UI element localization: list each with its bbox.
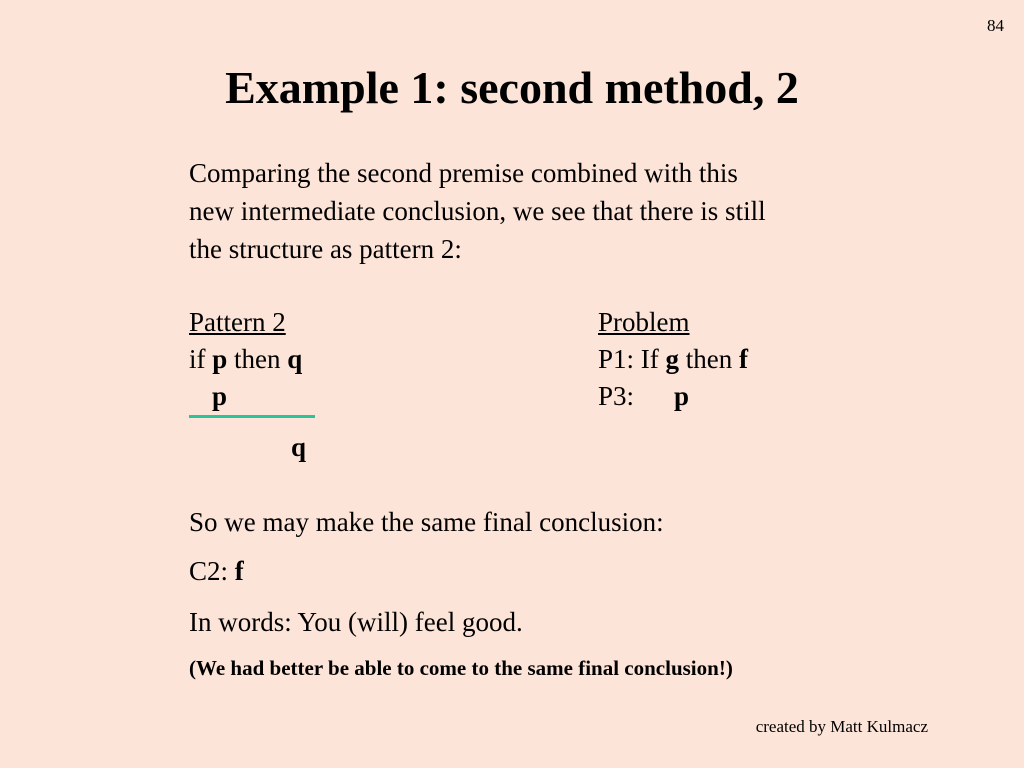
var-p: p <box>674 381 690 411</box>
pattern-premise-2 <box>189 378 489 415</box>
problem-p3 <box>598 378 918 415</box>
conclusion-c2 <box>189 556 244 587</box>
slide-title: Example 1: second method, 2 <box>225 62 799 113</box>
problem-column <box>598 304 918 415</box>
note-text: We had better be able to come to the same final conclusion! <box>196 656 726 680</box>
pattern-heading: Pattern 2 <box>189 307 286 337</box>
note-line <box>189 656 733 681</box>
pattern-premise-1 <box>189 341 489 378</box>
problem-heading: Problem <box>598 307 690 337</box>
intro-line: the structure as pattern 2: <box>189 234 462 264</box>
var-f: f <box>739 344 748 374</box>
text-then: then <box>227 344 288 374</box>
credit-line: created by Matt Kulmacz <box>755 717 928 736</box>
note-open-paren: ( <box>189 656 196 680</box>
conclusion-lead: So we may make the same final conclusion: <box>189 507 664 537</box>
inference-rule-line <box>189 415 315 418</box>
c2-label: C2: <box>189 556 235 586</box>
var-q: q <box>287 344 303 374</box>
pattern-column <box>189 304 489 415</box>
var-p: p <box>212 381 228 411</box>
p3-label: P3: <box>598 381 635 411</box>
intro-paragraph <box>189 154 909 268</box>
intro-line: Comparing the second premise combined with this <box>189 158 738 188</box>
var-p: p <box>212 344 228 374</box>
text-then: then <box>679 344 739 374</box>
page-number: 84 <box>987 16 1004 35</box>
problem-p1 <box>598 341 918 378</box>
pattern-conclusion: q <box>291 432 307 462</box>
note-close-paren: ) <box>725 656 733 680</box>
in-words-line: In words: You (will) feel good. <box>189 607 523 637</box>
var-g: g <box>665 344 679 374</box>
var-f: f <box>234 556 244 586</box>
p1-label: P1: If <box>598 344 666 374</box>
intro-line: new intermediate conclusion, we see that there is still <box>189 196 766 226</box>
text-if: if <box>189 344 213 374</box>
